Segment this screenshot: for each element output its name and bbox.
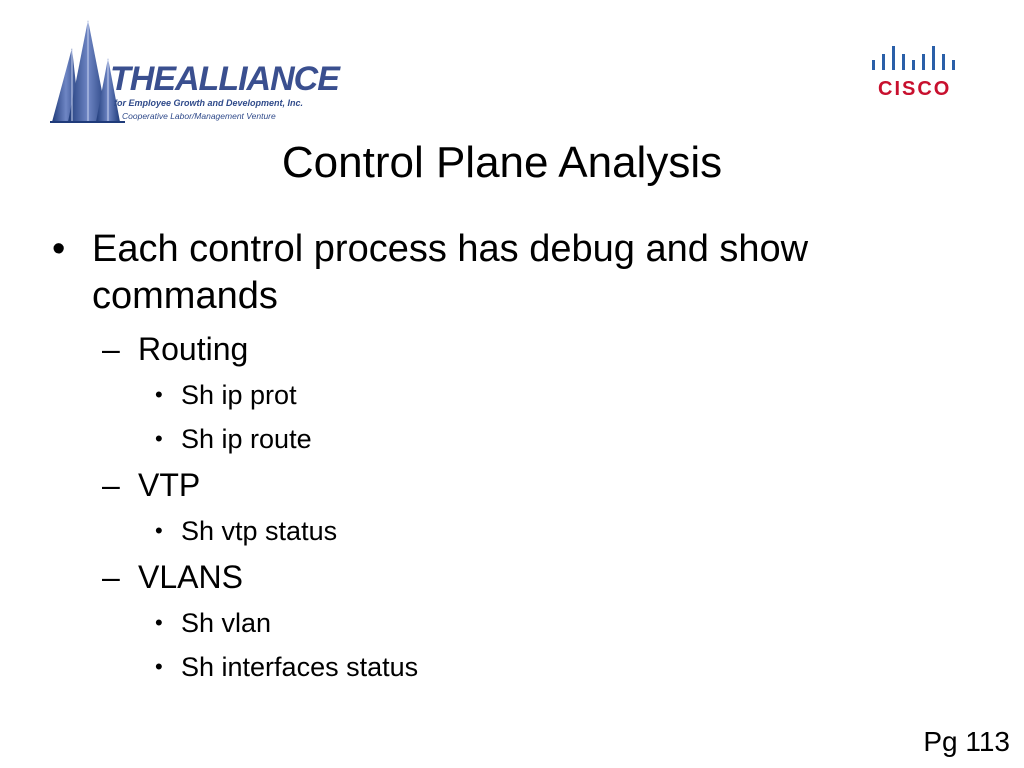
command-item bbox=[52, 378, 992, 412]
bullet-dot-icon: • bbox=[155, 654, 163, 679]
page-number: Pg 113 bbox=[923, 726, 1010, 757]
subbullet-routing bbox=[52, 330, 992, 368]
alliance-logo bbox=[50, 18, 339, 128]
bullet-dot-icon: • bbox=[155, 426, 163, 451]
cisco-wordmark: CISCO bbox=[878, 78, 952, 100]
bullet-list bbox=[52, 226, 992, 684]
alliance-tagline: for Employee Growth and Development, Inc. bbox=[114, 98, 304, 108]
slide-title: Control Plane Analysis bbox=[281, 138, 723, 187]
dash-icon: – bbox=[102, 559, 120, 595]
alliance-subtagline: Cooperative Labor/Management Venture bbox=[122, 111, 276, 121]
command-item bbox=[52, 422, 992, 456]
bullet-dot-icon: • bbox=[155, 610, 163, 635]
dash-icon: – bbox=[102, 331, 120, 367]
subbullet-vtp bbox=[52, 466, 992, 504]
bullet-level1 bbox=[52, 226, 992, 320]
bullet-text: Each control process has debug and show commands bbox=[92, 228, 809, 317]
subbullet-label: Routing bbox=[138, 331, 249, 367]
cisco-bars-icon bbox=[868, 42, 964, 76]
subbullet-label: VLANS bbox=[138, 559, 243, 595]
dash-icon: – bbox=[102, 467, 120, 503]
cisco-logo bbox=[868, 42, 964, 102]
command-text: Sh vtp status bbox=[181, 516, 338, 546]
bullet-dot-icon: • bbox=[155, 382, 163, 407]
alliance-wordmark: THEALLIANCE bbox=[110, 60, 339, 98]
command-item bbox=[52, 650, 992, 684]
subbullet-label: VTP bbox=[138, 467, 201, 503]
bullet-dot-icon: • bbox=[52, 228, 66, 270]
bullet-dot-icon: • bbox=[155, 518, 163, 543]
subbullet-vlans bbox=[52, 558, 992, 596]
command-text: Sh ip prot bbox=[181, 380, 297, 410]
command-item bbox=[52, 514, 992, 548]
command-text: Sh vlan bbox=[181, 608, 272, 638]
command-item bbox=[52, 606, 992, 640]
command-text: Sh ip route bbox=[181, 424, 312, 454]
command-text: Sh interfaces status bbox=[181, 652, 419, 682]
